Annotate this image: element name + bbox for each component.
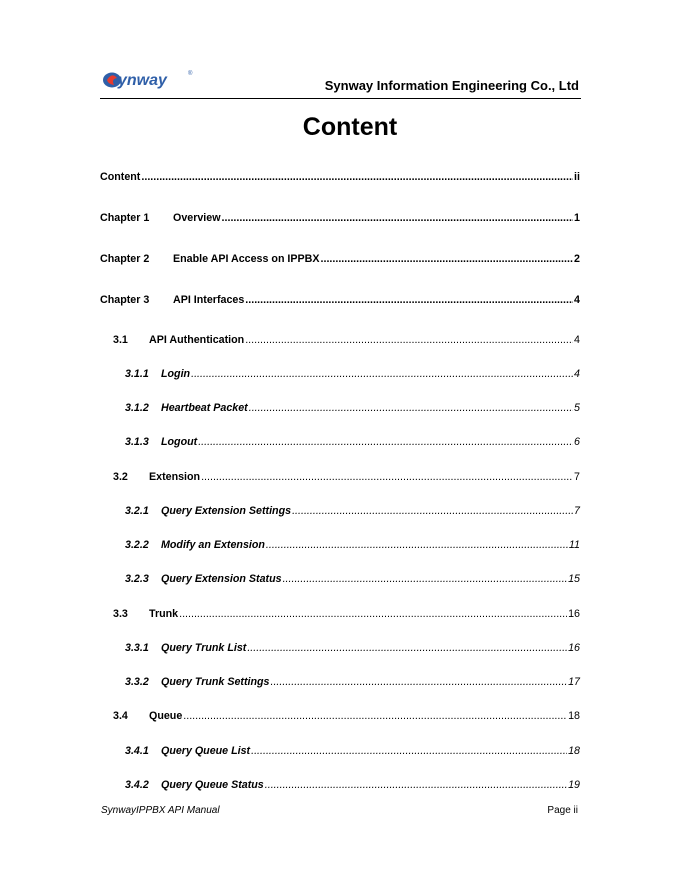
toc-leader-dots (201, 471, 573, 484)
toc-entry[interactable] (113, 608, 580, 621)
page-title: Content (302, 113, 398, 141)
synway-logo (102, 66, 198, 96)
toc-entry[interactable] (125, 779, 580, 792)
toc-entry-page: 6 (574, 436, 580, 448)
toc-entry-number: 3.2.2 (125, 539, 149, 551)
toc-entry[interactable] (125, 368, 580, 381)
toc-entry-page: 11 (568, 539, 580, 551)
toc-entry-page: 19 (568, 779, 580, 791)
toc-leader-dots (251, 745, 567, 758)
toc-entry-page: 16 (568, 608, 580, 620)
toc-leader-dots (245, 334, 573, 347)
toc-entry[interactable] (100, 212, 580, 225)
toc-entry[interactable] (100, 253, 580, 266)
toc-entry[interactable] (125, 505, 580, 518)
toc-entry-title[interactable]: Query Queue List (161, 745, 251, 757)
toc-entry-title[interactable]: Login (161, 368, 191, 380)
toc-entry-page: 16 (568, 642, 580, 654)
toc-entry-page: 4 (574, 294, 580, 306)
toc-entry-title[interactable]: Heartbeat Packet (161, 402, 248, 414)
toc-entry-title[interactable]: API Interfaces (173, 294, 245, 306)
toc-entry[interactable] (113, 710, 580, 723)
toc-entry-number: 3.1 (113, 334, 128, 346)
toc-entry-page: 18 (568, 745, 580, 757)
toc-entry-number: Chapter 1 (100, 212, 150, 224)
toc-entry-page: 5 (574, 402, 580, 414)
toc-entry-page: 7 (574, 471, 580, 483)
toc-entry-title[interactable]: Modify an Extension (161, 539, 265, 551)
toc-entry-page: 4 (574, 334, 580, 346)
toc-entry-number: 3.4 (113, 710, 128, 722)
toc-entry-page: 1 (574, 212, 580, 224)
toc-leader-dots (283, 573, 568, 586)
toc-leader-dots (266, 539, 568, 552)
toc-leader-dots (321, 253, 574, 266)
toc-entry[interactable] (125, 539, 580, 552)
toc-entry-page: ii (574, 171, 580, 183)
toc-entry-page: 15 (568, 573, 580, 585)
toc-entry-number: 3.2.3 (125, 573, 149, 585)
toc-leader-dots (198, 436, 573, 449)
toc-entry-number: Chapter 2 (100, 253, 150, 265)
toc-entry-number: 3.3.2 (125, 676, 149, 688)
toc-entry-number: 3.1.2 (125, 402, 149, 414)
footer-doc-name: SynwayIPPBX API Manual (101, 805, 220, 816)
toc-leader-dots (265, 779, 567, 792)
toc-entry-title[interactable]: Query Extension Settings (161, 505, 292, 517)
footer-page-label: Page ii (547, 805, 578, 816)
toc-entry[interactable] (100, 171, 580, 184)
toc-entry-number: 3.4.2 (125, 779, 149, 791)
toc-entry-title[interactable]: Query Trunk Settings (161, 676, 270, 688)
toc-entry-number: 3.1.3 (125, 436, 149, 448)
toc-leader-dots (191, 368, 573, 381)
company-name: Synway Information Engineering Co., Ltd (324, 78, 579, 93)
toc-leader-dots (183, 710, 567, 723)
svg-text:ynway: ynway (118, 72, 167, 89)
toc-entry-title[interactable]: Content (100, 171, 141, 183)
svg-text:®: ® (188, 71, 193, 77)
toc-leader-dots (141, 171, 573, 184)
toc-entry-number: 3.2 (113, 471, 128, 483)
toc-entry[interactable] (125, 402, 580, 415)
toc-leader-dots (270, 676, 567, 689)
toc-entry-page: 18 (568, 710, 580, 722)
toc-entry-title[interactable]: Extension (149, 471, 201, 483)
toc-entry[interactable] (125, 642, 580, 655)
toc-entry-page: 17 (568, 676, 580, 688)
toc-entry-title[interactable]: Logout (161, 436, 198, 448)
toc-entry-title[interactable]: Overview (173, 212, 221, 224)
toc-entry[interactable] (125, 436, 580, 449)
toc-entry-title[interactable]: Trunk (149, 608, 179, 620)
toc-entry-number: Chapter 3 (100, 294, 150, 306)
toc-entry[interactable] (125, 573, 580, 586)
toc-entry-title[interactable]: Queue (149, 710, 183, 722)
toc-leader-dots (292, 505, 573, 518)
toc-leader-dots (179, 608, 567, 621)
toc-entry-title[interactable]: Enable API Access on IPPBX (173, 253, 320, 265)
toc-entry-page: 7 (574, 505, 580, 517)
toc-entry-title[interactable]: API Authentication (149, 334, 245, 346)
toc-entry-number: 3.4.1 (125, 745, 149, 757)
toc-leader-dots (247, 642, 567, 655)
header-rule (100, 98, 581, 99)
toc-leader-dots (249, 402, 573, 415)
toc-entry-title[interactable]: Query Queue Status (161, 779, 264, 791)
toc-leader-dots (222, 212, 574, 225)
toc-entry-number: 3.2.1 (125, 505, 149, 517)
toc-entry-page: 2 (574, 253, 580, 265)
toc-entry[interactable] (113, 334, 580, 347)
toc-entry-number: 3.3.1 (125, 642, 149, 654)
toc-leader-dots (245, 294, 573, 307)
toc-entry[interactable] (113, 471, 580, 484)
toc-entry-page: 4 (574, 368, 580, 380)
toc-entry[interactable] (100, 294, 580, 307)
toc-entry-title[interactable]: Query Extension Status (161, 573, 282, 585)
toc-entry-title[interactable]: Query Trunk List (161, 642, 247, 654)
toc-entry[interactable] (125, 676, 580, 689)
toc-entry-number: 3.1.1 (125, 368, 149, 380)
toc-entry[interactable] (125, 745, 580, 758)
toc-entry-number: 3.3 (113, 608, 128, 620)
